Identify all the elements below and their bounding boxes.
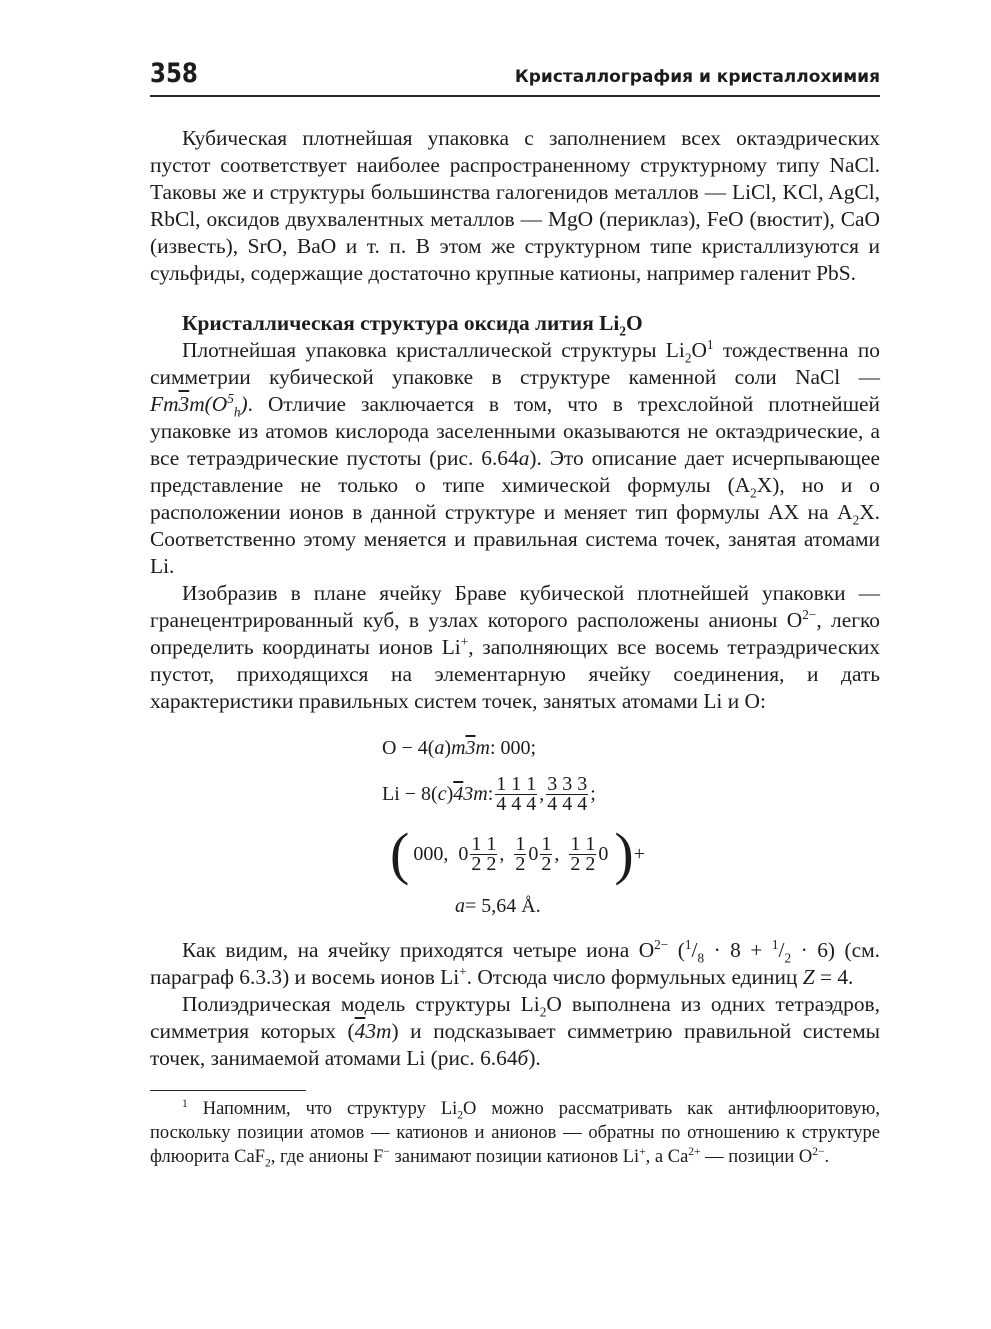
formula-lattice-parameter: a = 5,64 Å. — [455, 894, 541, 917]
running-header — [150, 58, 880, 97]
paragraph-formula-units: Как видим, на ячейку приходятся четыре иона $O^{2-}$ $(^1/_8 \cdot 8 + ^1/_2 \cdot 6)$ (см. параграф 6.3.3) и восемь ионов Li+. Отсюда число формульных единиц Z = 4. — [150, 936, 880, 989]
fraction: $\frac{1 1}{2 2}$ — [570, 832, 596, 875]
formula-lithium: Li − 8( c ) 43m : $\frac{1 1 1}{4 4 4}$ , $\frac{3 3 3}{4 4 4}$ ; — [382, 772, 596, 815]
formula-oxygen: O − 4( a ) m3m : 000; — [382, 736, 537, 759]
fraction: $\frac{3 3 3}{4 4 4}$ — [547, 772, 588, 815]
fraction: $\frac{1}{2}$ — [515, 832, 526, 875]
fraction: $\frac{1 1}{2 2}$ — [471, 832, 497, 875]
footnote-separator — [150, 1090, 306, 1091]
running-title: Кристаллография и кристаллохимия — [514, 67, 880, 87]
fraction: $\frac{1}{2}$ — [541, 832, 552, 875]
paragraph-li2o-packing: Плотнейшая упаковка кристаллической структуры $Li_2O^1$ тождественна по симметрии кубической упаковке в структуре каменной соли NaCl — $Fm3m(O^5_h)$. Отличие заключается в том, что в трехслойной плотнейшей упаковке из атомов кислорода заселенными оказываются не октаэдрические, а все тетраэдрические пустоты (рис. 6.64а). Это описание дает исчерпывающее представление не только о типе химической формулы $(A_2X)$, но и о расположении ионов в данной структуре и меняет тип формулы AX на $A_2X$. Соответственно этому меняется и правильная система точек, занятая атомами Li. — [150, 336, 880, 578]
fraction: $\frac{1 1 1}{4 4 4}$ — [496, 772, 537, 815]
space-group: $Fm3m(O^5_h)$ — [150, 390, 248, 420]
section-heading: Кристаллическая структура оксида лития $Li_2O$ — [182, 311, 643, 339]
formula-fcc-translations: ( 000, 0 $\frac{1 1}{2 2}$ , $\frac{1}{2}$ 0 $\frac{1}{2}$ , $\frac{1 1}{2 2}$ 0 ) + — [390, 821, 645, 886]
paragraph-polyhedral-model: Полиэдрическая модель структуры $Li_2O$ выполнена из одних тетраэдров, симметрия которых (43m) и подсказывает симметрию правильной системы точек, занимаемой атомами Li (рис. 6.64б). — [150, 992, 880, 1070]
book-page — [150, 58, 880, 1169]
paragraph-nacl-structure: Кубическая плотнейшая упаковка с заполнением всех октаэдрических пустот соответствует наиболее распространенному структурному типу NaCl. Таковы же и структуры большинства галогенидов металлов — LiCl, KCl, AgCl, RbCl, оксидов двухвалентных металлов — MgO (периклаз), FeO (вюстит), CaO (известь), SrO, BaO и т. п. В этом же структурном типе кристаллизуются и сульфиды, содержащие достаточно крупные катионы, например галенит PbS. — [150, 126, 880, 285]
page-number: 358 — [150, 58, 198, 89]
paragraph-bravais-cell: Изобразив в плане ячейку Браве кубической плотнейшей упаковки — гранецентрированный куб, в узлах которого расположены анионы $O^{2-}$, легко определить координаты ионов Li+, заполняющих все восемь тетраэдрических пустот, приходящихся на элементарную ячейку соединения, и дать характеристики правильных систем точек, занятых атомами Li и O: — [150, 581, 881, 713]
footnote-ref: 1 — [706, 336, 714, 352]
wyckoff-formulas — [150, 729, 880, 925]
footnote: $^1$ Напомним, что структуру $Li_2O$ можно рассматривать как антифлюоритовую, поскольку позиции атомов — катионов и анионов — обратны по отношению к структуре флюорита CaF$_2$, где анионы F− занимают позиции катионов Li+, а $Ca^{2+}$ — позиции $O^{2-}$. — [150, 1097, 880, 1170]
